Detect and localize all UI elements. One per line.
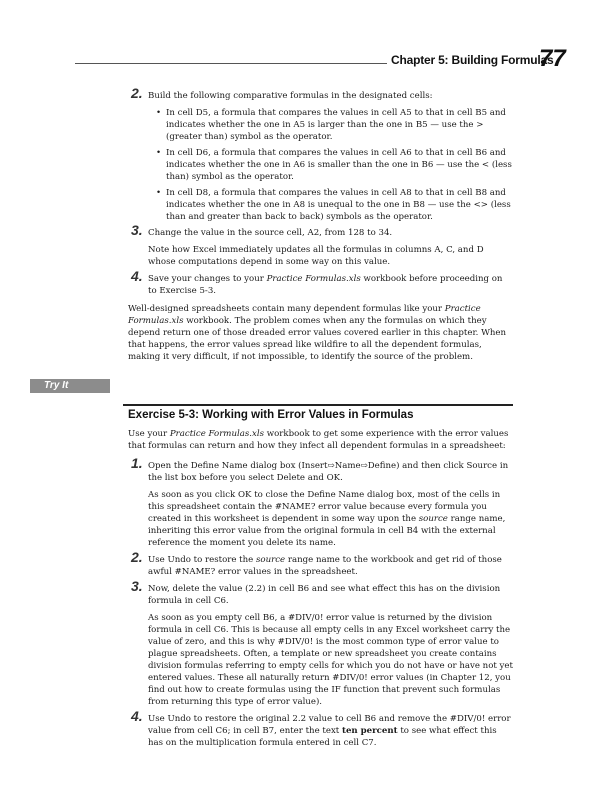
header-rule	[75, 63, 387, 64]
step-note: As soon as you empty cell B6, a #DIV/0! error value is returned by the division formula in cell C6. This is because all empty cells in any Excel worksheet carry the value of zero, and this is why #DIV/0! is the most common type of error value to plague spreadsheets. Often, a template or new spreadsheet you create contains division formulas referring to empty cells for which you do not have or have not yet entered values. These all naturally return #DIV/0! error values (in Chapter 12, you find out how to create formulas using the IF function that prevent such formulas from returning this type of error value).	[148, 613, 513, 707]
step-number: 3.	[131, 222, 143, 238]
step-4	[128, 268, 513, 297]
exercise-step-4	[128, 708, 513, 749]
bullet-list	[148, 107, 513, 223]
exercise-title: Exercise 5-3: Working with Error Values in Formulas	[128, 409, 414, 421]
chapter-title: Chapter 5: Building Formulas	[391, 53, 554, 67]
step-number: 3.	[131, 578, 143, 594]
step-note: As soon as you click OK to close the Define Name dialog box, most of the cells in this spreadsheet contain the #NAME? error value because every formula you created in this worksheet is dependent in some way upon the source range name, inheriting this error value from the original formula in cell B4 with the external reference the moment you delete its name.	[148, 490, 506, 548]
step-number: 1.	[131, 455, 143, 471]
step-text: Save your changes to your Practice Formulas.xls workbook before proceeding on to Exercise 5-3.	[148, 274, 503, 296]
exercise-step-1	[128, 455, 513, 549]
step-number: 2.	[131, 85, 143, 101]
step-text: Change the value in the source cell, A2, from 128 to 34.	[148, 228, 393, 238]
step-text: Build the following comparative formulas in the designated cells:	[148, 91, 433, 101]
step-text: Use Undo to restore the original 2.2 value to cell B6 and remove the #DIV/0! error value from cell C6; in cell B7, enter the text ten percent to see what effect this has on the multiplication formula entered in cell C7.	[148, 714, 511, 748]
step-note: Note how Excel immediately updates all the formulas in columns A, C, and D whose computations depend in some way on this value.	[148, 245, 484, 267]
exercise-content	[128, 428, 513, 754]
top-content	[128, 85, 513, 363]
bullet-item: • In cell D5, a formula that compares the values in cell A5 to that in cell B5 and indicates whether the one in A5 is larger than the one in B5 — use the > (greater than) symbol as the operator.	[166, 107, 513, 143]
body-paragraph: Well-designed spreadsheets contain many dependent formulas like your Practice Formulas.xls workbook. The problem comes when any the formulas on which they depend return one of those dreaded error values covered earlier in this chapter. When that happens, the error values spread like wildfire to all the dependent formulas, making it very difficult, if not impossible, to identify the source of the problem.	[128, 304, 507, 362]
try-it-tab: Try It	[30, 379, 110, 393]
exercise-intro: Use your Practice Formulas.xls workbook to get some experience with the error values that formulas can return and how they infect all dependent formulas in a spreadsheet:	[128, 429, 509, 451]
step-2	[128, 85, 513, 223]
step-text: Now, delete the value (2.2) in cell B6 and see what effect this has on the division formula in cell C6.	[148, 584, 501, 606]
step-text: Use Undo to restore the source range name to the workbook and get rid of those awful #NAME? error values in the spreadsheet.	[148, 555, 502, 577]
exercise-step-3	[128, 578, 513, 708]
bullet-item: • In cell D8, a formula that compares the values in cell A8 to that in cell B8 and indicates whether the one in A8 is unequal to the one in B8 — use the <> (less than and greater than back to back) symbols as the operator.	[166, 187, 513, 223]
step-3	[128, 222, 513, 268]
exercise-step-2	[128, 549, 513, 578]
page-number: 77	[539, 45, 566, 72]
bullet-item: • In cell D6, a formula that compares the values in cell A6 to that in cell B6 and indicates whether the one in A6 is smaller than the one in B6 — use the < (less than) symbol as the operator.	[166, 147, 513, 183]
step-number: 4.	[131, 708, 143, 724]
step-text: Open the Define Name dialog box (Insert⇨Name⇨Define) and then click Source in the list box before you select Delete and OK.	[148, 461, 509, 483]
step-number: 4.	[131, 268, 143, 284]
exercise-rule	[123, 404, 513, 406]
step-number: 2.	[131, 549, 143, 565]
